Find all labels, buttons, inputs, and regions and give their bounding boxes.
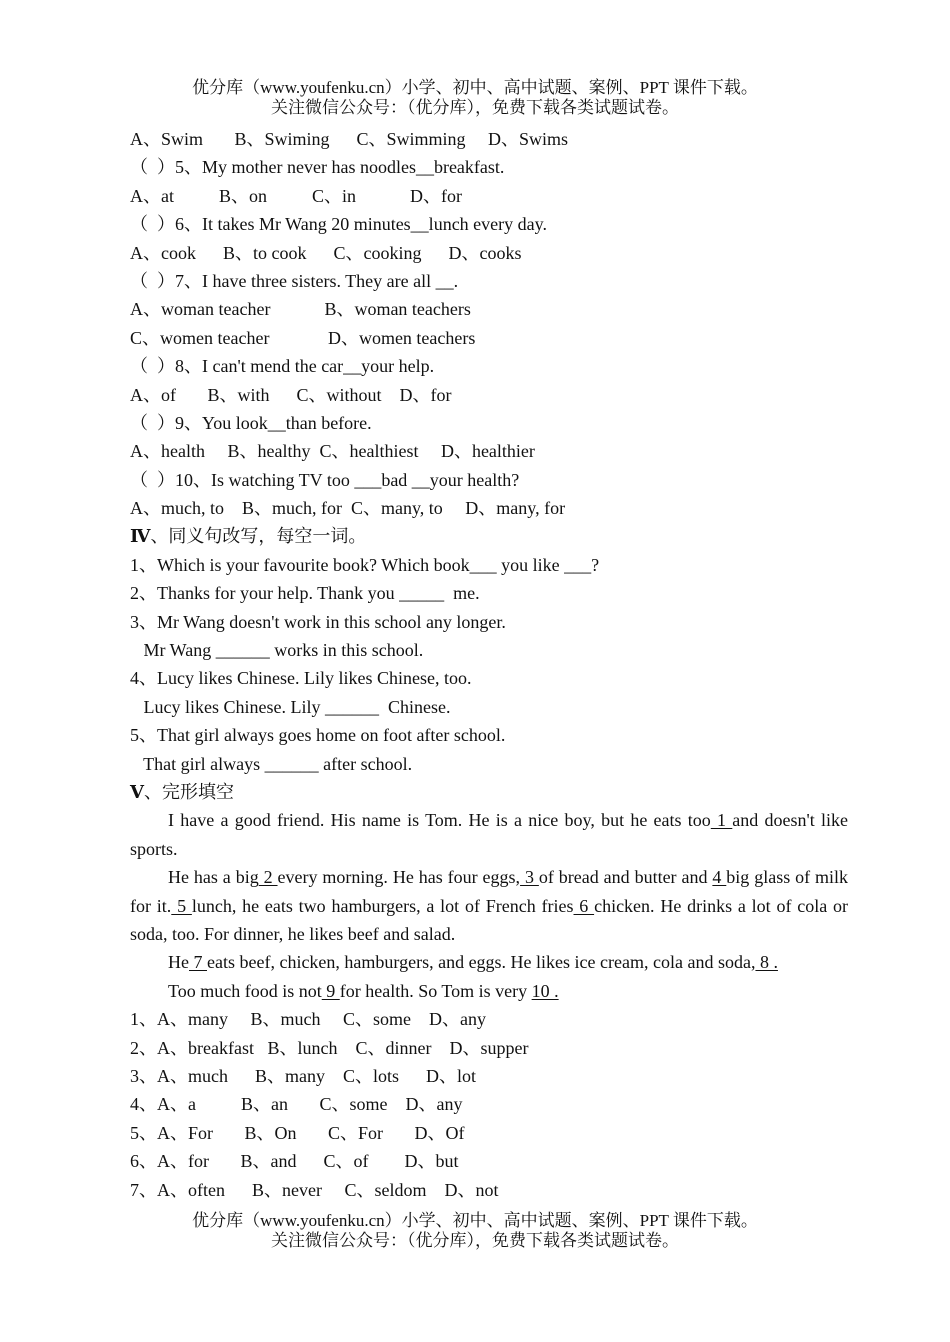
cloze-options-5: 5、A、For B、On C、For D、Of <box>130 1122 465 1143</box>
options-q4: A、Swim B、Swiming C、Swimming D、Swims <box>130 129 569 149</box>
section-5-heading <box>130 778 848 806</box>
footer-line-2: 关注微信公众号：（优分库），免费下载各类试题试卷。 <box>271 1231 679 1250</box>
document-body <box>130 125 848 1204</box>
cloze-blank-7: 7 <box>189 952 207 973</box>
cloze-options-3: 3、A、much B、many C、lots D、lot <box>130 1066 476 1086</box>
cloze-text: He has a big <box>168 867 259 888</box>
question-8: （ ）8、I can't mend the car__your help. <box>130 356 435 377</box>
page-footer <box>0 1211 950 1251</box>
header-line-2: 关注微信公众号：（优分库），免费下载各类试题试卷。 <box>271 98 679 117</box>
cloze-text: of bread and butter and <box>538 867 713 888</box>
rewrite-item-4: 4、Lucy likes Chinese. Lily likes Chinese, too. <box>130 668 472 689</box>
rewrite-item-2: 2、Thanks for your help. Thank you _____ me. <box>130 583 480 604</box>
options-q6: A、cook B、to cook C、cooking D、cooks <box>130 242 522 263</box>
cloze-paragraph-2 <box>130 863 848 948</box>
options-q8: A、of B、with C、without D、for <box>130 384 452 405</box>
cloze-blank-2: 2 <box>258 867 278 888</box>
page-header <box>0 78 950 118</box>
cloze-text: big glass of milk for it. <box>130 867 849 916</box>
header-line-1: 优分库（www.youfenku.cn）小学、初中、高中试题、案例、PPT 课件下载。 <box>192 78 758 97</box>
rewrite-item-3-answer: Mr Wang ______ works in this school. <box>130 640 424 661</box>
cloze-blank-10: 10 . <box>531 980 559 1001</box>
rewrite-item-1: 1、Which is your favourite book? Which book___ you like ___? <box>130 554 600 575</box>
cloze-text: I have a good friend. His name is Tom. He is a nice boy, but he eats too <box>168 810 711 831</box>
cloze-options-1: 1、A、many B、much C、some D、any <box>130 1009 486 1030</box>
cloze-text: Too much food is not <box>168 980 322 1001</box>
question-7: （ ）7、I have three sisters. They are all __. <box>130 270 459 291</box>
options-q5: A、at B、on C、in D、for <box>130 185 462 206</box>
question-5: （ ）5、My mother never has noodles__breakfast. <box>130 157 505 178</box>
cloze-paragraph-1 <box>130 806 848 863</box>
cloze-blank-5: 5 <box>171 895 192 916</box>
options-q10: A、much, to B、much, for C、many, to D、many, for <box>130 498 566 519</box>
rewrite-item-3: 3、Mr Wang doesn't work in this school any longer. <box>130 611 506 632</box>
cloze-text: lunch, he eats two hamburgers, a lot of French fries <box>191 895 574 916</box>
options-q7-cd: C、women teacher D、women teachers <box>130 327 476 348</box>
options-q9: A、health B、healthy C、healthiest D、healthier <box>130 441 535 462</box>
cloze-text: eats beef, chicken, hamburgers, and eggs. He likes ice cream, cola and soda, <box>207 952 756 973</box>
cloze-blank-1: 1 <box>710 810 733 831</box>
question-10: （ ）10、Is watching TV too ___bad __your health? <box>130 469 520 490</box>
cloze-paragraph-3 <box>130 948 848 976</box>
cloze-options-6: 6、A、for B、and C、of D、but <box>130 1151 459 1172</box>
cloze-text: He <box>168 952 189 973</box>
cloze-blank-6: 6 <box>573 895 595 916</box>
rewrite-item-5-answer: That girl always ______ after school. <box>130 753 413 774</box>
cloze-blank-3: 3 <box>520 867 539 888</box>
cloze-options-4: 4、A、a B、an C、some D、any <box>130 1094 463 1115</box>
section-4-title: 、同义句改写，每空一词。 <box>150 526 367 547</box>
question-6: （ ）6、It takes Mr Wang 20 minutes__lunch every day. <box>130 214 547 235</box>
cloze-options-7: 7、A、often B、never C、seldom D、not <box>130 1179 499 1200</box>
section-4-numeral: Ⅳ <box>130 526 151 547</box>
cloze-paragraph-4 <box>130 977 848 1005</box>
cloze-blank-9: 9 <box>321 980 340 1001</box>
options-q7-ab: A、woman teacher B、woman teachers <box>130 299 471 320</box>
cloze-blank-4: 4 <box>712 867 727 888</box>
section-4-heading <box>130 522 848 550</box>
cloze-text: every morning. He has four eggs, <box>277 867 521 888</box>
cloze-blank-8: 8 . <box>755 952 778 973</box>
cloze-text: chicken. He drinks a lot of cola or soda, too. For dinner, he likes beef and salad. <box>130 895 848 944</box>
question-9: （ ）9、You look__than before. <box>130 412 372 433</box>
rewrite-item-4-answer: Lucy likes Chinese. Lily ______ Chinese. <box>130 696 451 717</box>
cloze-text: and doesn't like sports. <box>130 810 849 859</box>
section-5-title: 、完形填空 <box>143 781 234 802</box>
rewrite-item-5: 5、That girl always goes home on foot after school. <box>130 725 506 746</box>
section-5-numeral: Ⅴ <box>130 781 144 802</box>
cloze-text: for health. So Tom is very <box>339 980 532 1001</box>
footer-line-1: 优分库（www.youfenku.cn）小学、初中、高中试题、案例、PPT 课件下载。 <box>192 1211 758 1230</box>
cloze-options-2: 2、A、breakfast B、lunch C、dinner D、supper <box>130 1037 529 1058</box>
